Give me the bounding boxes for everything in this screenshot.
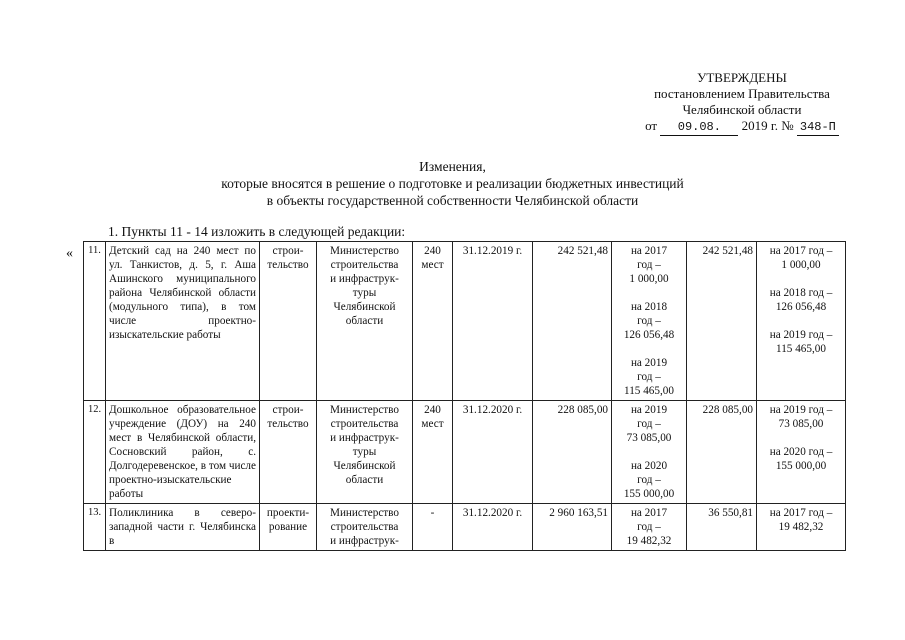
row-number: 12. xyxy=(84,401,106,504)
capacity: 240 мест xyxy=(413,401,453,504)
investment-by-year: на 2017 год – 1 000,00 на 2018 год – 126 056,48 на 2019 год – 115 465,00 xyxy=(757,242,846,401)
investment-by-year: на 2017 год – 19 482,32 xyxy=(757,504,846,551)
row-number: 13. xyxy=(84,504,106,551)
document-heading xyxy=(0,158,905,209)
heading-line-1: Изменения, xyxy=(419,159,486,174)
capacity: - xyxy=(413,504,453,551)
point-intro: 1. Пункты 11 - 14 изложить в следующей редакции: xyxy=(108,224,406,239)
customer: Министерство строительства и инфраструк- туры Челябинской области xyxy=(317,242,413,401)
heading-line-3: в объекты государственной собственности Челябинской области xyxy=(266,193,639,208)
table-row xyxy=(84,401,846,504)
estimated-cost: 242 521,48 xyxy=(533,242,612,401)
heading-line-2: которые вносятся в решение о подготовке и реализации бюджетных инвестиций xyxy=(221,176,684,191)
opening-quote: « xyxy=(66,246,73,261)
cost-by-year: на 2017 год – 1 000,00 на 2018 год – 126 056,48 на 2019 год – 115 465,00 xyxy=(612,242,687,401)
approval-number: 348-П xyxy=(797,119,839,136)
work-type: строи- тельство xyxy=(260,242,317,401)
deadline: 31.12.2020 г. xyxy=(453,401,533,504)
deadline: 31.12.2019 г. xyxy=(453,242,533,401)
object-name: Поликлиника в северо-западной части г. Челябинска в xyxy=(106,504,260,551)
deadline: 31.12.2020 г. xyxy=(453,504,533,551)
investment-total: 36 550,81 xyxy=(687,504,757,551)
approval-date: 09.08. xyxy=(660,119,738,136)
table-row xyxy=(84,242,846,401)
cost-by-year: на 2019 год – 73 085,00 на 2020 год – 155 000,00 xyxy=(612,401,687,504)
approval-year: 2019 г. № xyxy=(741,118,794,133)
approval-line-1: постановлением Правительства xyxy=(654,86,830,101)
approval-line-2: Челябинской области xyxy=(682,102,802,117)
work-type: проекти- рование xyxy=(260,504,317,551)
approval-prefix: от xyxy=(645,118,658,133)
approval-block xyxy=(627,70,857,136)
table-row xyxy=(84,504,846,551)
investment-total: 242 521,48 xyxy=(687,242,757,401)
investment-table xyxy=(83,241,846,551)
capacity: 240 мест xyxy=(413,242,453,401)
estimated-cost: 228 085,00 xyxy=(533,401,612,504)
customer: Министерство строительства и инфраструк- xyxy=(317,504,413,551)
approval-title: УТВЕРЖДЕНЫ xyxy=(697,70,787,85)
work-type: строи- тельство xyxy=(260,401,317,504)
row-number: 11. xyxy=(84,242,106,401)
investment-total: 228 085,00 xyxy=(687,401,757,504)
object-name: Детский сад на 240 мест по ул. Танкистов, д. 5, г. Аша Ашинского муниципального района Челябинской области (модульного типа), в том числе проектно-изыскательские работы xyxy=(106,242,260,401)
investment-by-year: на 2019 год – 73 085,00 на 2020 год – 155 000,00 xyxy=(757,401,846,504)
customer: Министерство строительства и инфраструк- туры Челябинской области xyxy=(317,401,413,504)
estimated-cost: 2 960 163,51 xyxy=(533,504,612,551)
object-name: Дошкольное образовательное учреждение (ДОУ) на 240 мест в Челябинской области, Сосновский район, с. Долгодеревенское, в том числе проектно-изыскательские работы xyxy=(106,401,260,504)
approval-date-line xyxy=(627,118,857,136)
cost-by-year: на 2017 год – 19 482,32 xyxy=(612,504,687,551)
